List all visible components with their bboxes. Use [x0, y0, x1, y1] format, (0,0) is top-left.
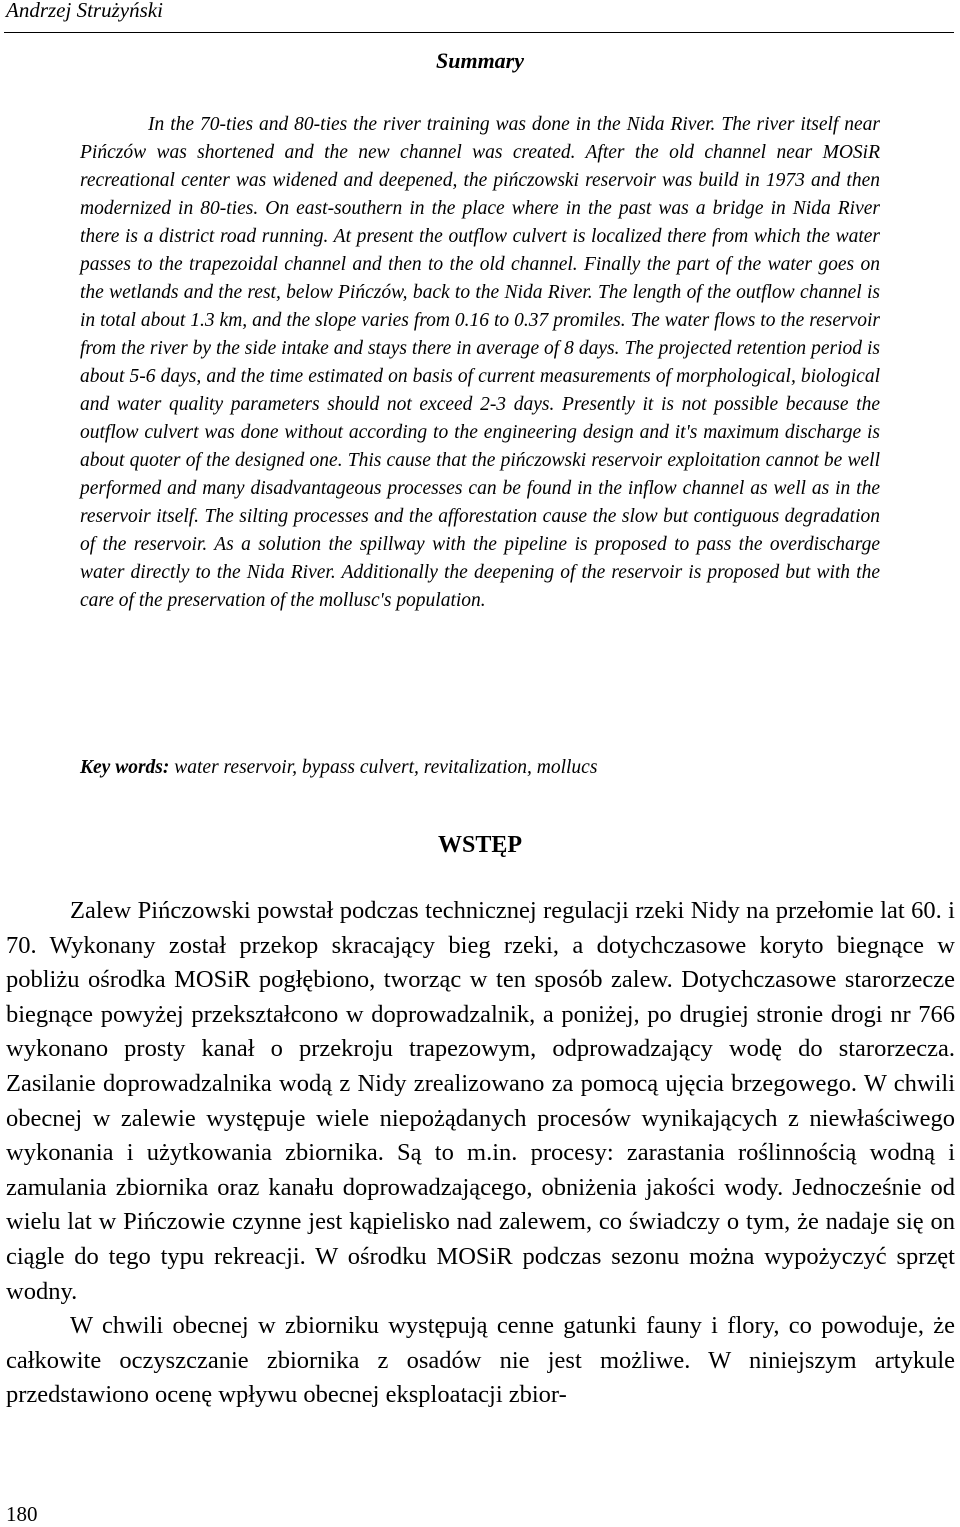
keywords-value: water reservoir, bypass culvert, revitalization, mollucs [169, 757, 598, 778]
running-head-author: Andrzej Strużyński [6, 0, 163, 22]
header-rule [4, 32, 954, 33]
body-paragraph-1: Zalew Pińczowski powstał podczas technicznej regulacji rzeki Nidy na przełomie lat 60. i 70. Wykonany został przekop skracający bieg rzeki, a dotychczasowe koryto biegnące w pobliżu ośrodka MOSiR pogłębiono, tworząc w ten sposób zalew. Dotychczasowe starorzecze biegnące powyżej przekształcono w doprowadzalnik, a poniżej, po drugiej stronie drogi nr 766 wykonano prosty kanał o przekroju trapezowym, odprowadzający wodę do starorzecza. Zasilanie doprowadzalnika wodą z Nidy zrealizowano za pomocą ujęcia brzegowego. W chwili obecnej w zalewie występuje wiele niepożądanych procesów wynikających z niewłaściwego wykonania i użytkowania zbiornika. Są to m.in. procesy: zarastania roślinnością wodną i zamulania zbiornika oraz kanału doprowadzającego, obniżenia jakości wody. Jednocześnie od wielu lat w Pińczowie czynne jest kąpielisko nad zalewem, co świadczy o tym, że nadaje się on ciągle do tego typu rekreacji. W ośrodku MOSiR podczas sezonu można wypożyczyć sprzęt wodny. [6, 897, 955, 1305]
section-title: WSTĘP [437, 832, 523, 858]
summary-text: In the 70-ties and 80-ties the river training was done in the Nida River. The river itself near Pińczów was shortened and the new channel was created. After the old channel near MOSiR recreational center was widened and deepened, the pińczowski reservoir was build in 1973 and then modernized in 80-ties. On east-southern in the place where in the past was a bridge in Nida River there is a district road running. At present the outflow culvert is localized there from which the water passes to the trapezoidal channel and then to the old channel. Finally the part of the water goes on the wetlands and the rest, below Pińczów, back to the Nida River. The length of the outflow channel is in total about 1.3 km, and the slope varies from 0.16 to 0.37 promiles. The water flows to the reservoir from the river by the side intake and stays there in average of 8 days. The projected retention period is about 5-6 days, and the time estimated on basis of current measurements of morphological, biological and water quality parameters should not exceed 2-3 days. Presently it is not possible because the outflow culvert was done without according to the engineering design and it's maximum discharge is about quoter of the designed one. This cause that the pińczowski reservoir exploitation cannot be well performed and many disadvantageous processes can be found in the inflow channel as well as in the reservoir itself. The silting processes and the afforestation cause the slow but contiguous degradation of the reservoir. As a solution the spillway with the pipeline is proposed to pass the overdischarge water directly to the Nida River. Additionally the deepening of the reservoir is proposed but with the care of the preservation of the mollusc's population. [80, 114, 880, 611]
body-paragraph-2: W chwili obecnej w zbiorniku występują cenne gatunki fauny i flory, co powoduje, że całkowite oczyszczanie zbiornika z osadów nie jest możliwe. W niniejszym artykule przedstawiono ocenę wpływu obecnej eksploatacji zbior- [6, 1312, 955, 1409]
keywords-label: Key words: [80, 757, 170, 778]
summary-title: Summary [435, 48, 525, 73]
keywords-line [80, 757, 597, 779]
page-number: 180 [6, 1502, 38, 1526]
main-body [6, 894, 955, 1413]
